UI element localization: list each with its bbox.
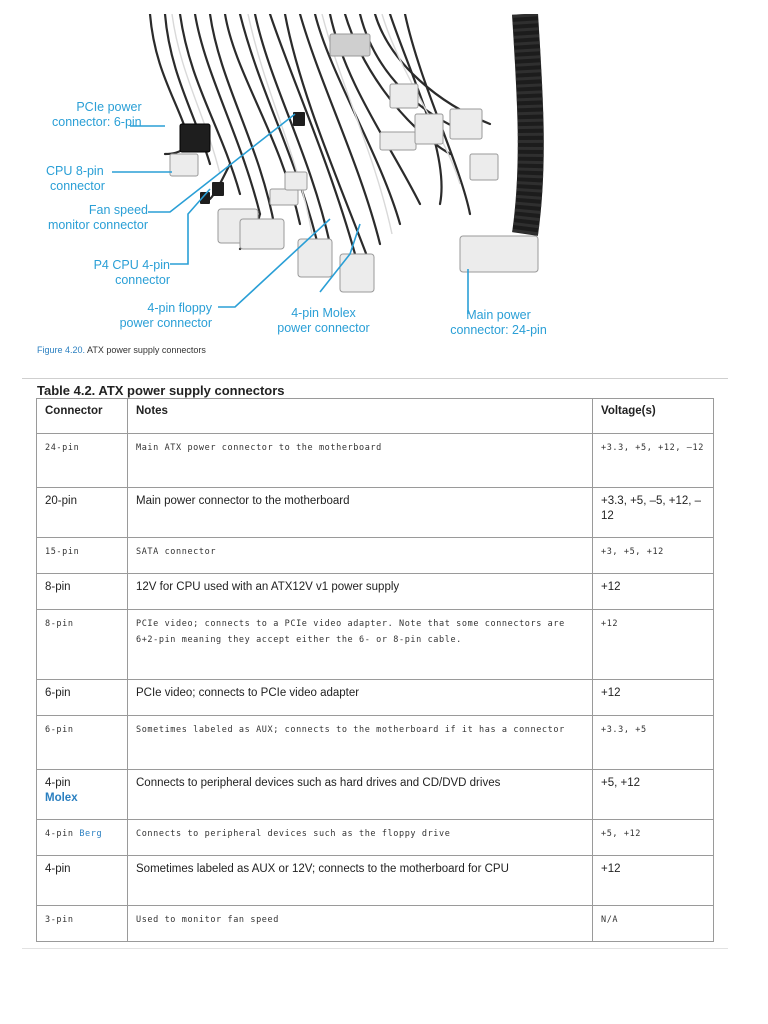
connectors-table [36, 398, 714, 942]
callout-line: power connector [119, 316, 212, 330]
molex-4pin-callout [266, 306, 381, 336]
figure-caption-text: ATX power supply connectors [85, 345, 206, 355]
connector-cell: 6-pin [37, 716, 128, 770]
voltage-cell: +5, +12 [593, 770, 714, 820]
bottom-divider [22, 948, 728, 949]
callout-line: P4 CPU 4-pin [93, 258, 170, 272]
voltage-cell: +12 [593, 856, 714, 906]
notes-cell: 12V for CPU used with an ATX12V v1 power supply [128, 574, 593, 610]
table-row [37, 574, 714, 610]
callout-line: Fan speed [88, 203, 148, 217]
p4-cpu-4pin-callout [70, 258, 170, 288]
voltage-cell: +3, +5, +12 [593, 538, 714, 574]
table-row [37, 716, 714, 770]
voltage-cell: +3.3, +5, –5, +12, –12 [593, 488, 714, 538]
connector-cell: 3-pin [37, 906, 128, 942]
table-row [37, 856, 714, 906]
main-24pin-callout [436, 308, 561, 338]
notes-cell: Sometimes labeled as AUX or 12V; connects to the motherboard for CPU [128, 856, 593, 906]
voltage-cell: +3.3, +5 [593, 716, 714, 770]
power-supply-cables-photo [30, 14, 590, 344]
connector-cell: 24-pin [37, 434, 128, 488]
molex-link[interactable]: Molex [45, 792, 78, 804]
table-row [37, 538, 714, 574]
figure-caption [37, 345, 206, 355]
voltage-cell: +12 [593, 574, 714, 610]
voltage-cell: +5, +12 [593, 820, 714, 856]
callout-line: connector [115, 273, 170, 287]
connector-cell [37, 820, 128, 856]
table-header-row [37, 399, 714, 434]
floppy-4pin-callout [100, 301, 212, 331]
title-divider [22, 378, 728, 379]
callout-line: PCIe power [76, 100, 142, 114]
notes-cell: Used to monitor fan speed [128, 906, 593, 942]
callout-line: connector: 24-pin [450, 323, 547, 337]
notes-cell: Main ATX power connector to the motherboard [128, 434, 593, 488]
table-title: Table 4.2. ATX power supply connectors [37, 383, 285, 398]
callout-line: Main power [466, 308, 531, 322]
callout-line: connector [50, 179, 105, 193]
berg-link[interactable]: Berg [79, 829, 103, 839]
connector-cell: 20-pin [37, 488, 128, 538]
callout-line: CPU 8-pin [46, 164, 104, 178]
table-row [37, 434, 714, 488]
notes-cell: Sometimes labeled as AUX; connects to the motherboard if it has a connector [128, 716, 593, 770]
voltage-cell: +12 [593, 610, 714, 680]
atx-connectors-figure [30, 14, 590, 362]
connector-cell: 15-pin [37, 538, 128, 574]
table-row [37, 820, 714, 856]
header-connector: Connector [37, 399, 128, 434]
connector-name: 4-pin [45, 829, 74, 839]
callout-line: connector: 6-pin [52, 115, 142, 129]
header-notes: Notes [128, 399, 593, 434]
callout-line: 4-pin Molex [291, 306, 356, 320]
voltage-cell: +3.3, +5, +12, –12 [593, 434, 714, 488]
pcie-6pin-callout [52, 100, 142, 130]
table-row [37, 610, 714, 680]
connector-name: 4-pin [45, 777, 71, 789]
table-row [37, 770, 714, 820]
connector-cell: 8-pin [37, 574, 128, 610]
cpu-8pin-callout [46, 164, 105, 194]
callout-line: 4-pin floppy [147, 301, 212, 315]
table-row [37, 488, 714, 538]
voltage-cell: N/A [593, 906, 714, 942]
notes-cell: Main power connector to the motherboard [128, 488, 593, 538]
notes-cell: PCIe video; connects to a PCIe video adapter. Note that some connectors are 6+2-pin meaning they accept either the 6- or 8-pin cable. [128, 610, 593, 680]
connector-cell [37, 770, 128, 820]
fan-speed-callout [36, 203, 148, 233]
notes-cell: Connects to peripheral devices such as the floppy drive [128, 820, 593, 856]
connector-cell: 6-pin [37, 680, 128, 716]
table-row [37, 680, 714, 716]
notes-cell: PCIe video; connects to PCIe video adapter [128, 680, 593, 716]
voltage-cell: +12 [593, 680, 714, 716]
notes-cell: SATA connector [128, 538, 593, 574]
connector-cell: 4-pin [37, 856, 128, 906]
header-voltage: Voltage(s) [593, 399, 714, 434]
callout-line: monitor connector [47, 218, 148, 232]
notes-cell: Connects to peripheral devices such as hard drives and CD/DVD drives [128, 770, 593, 820]
connector-cell: 8-pin [37, 610, 128, 680]
callout-line: power connector [277, 321, 370, 335]
figure-number: Figure 4.20. [37, 345, 86, 355]
table-row [37, 906, 714, 942]
